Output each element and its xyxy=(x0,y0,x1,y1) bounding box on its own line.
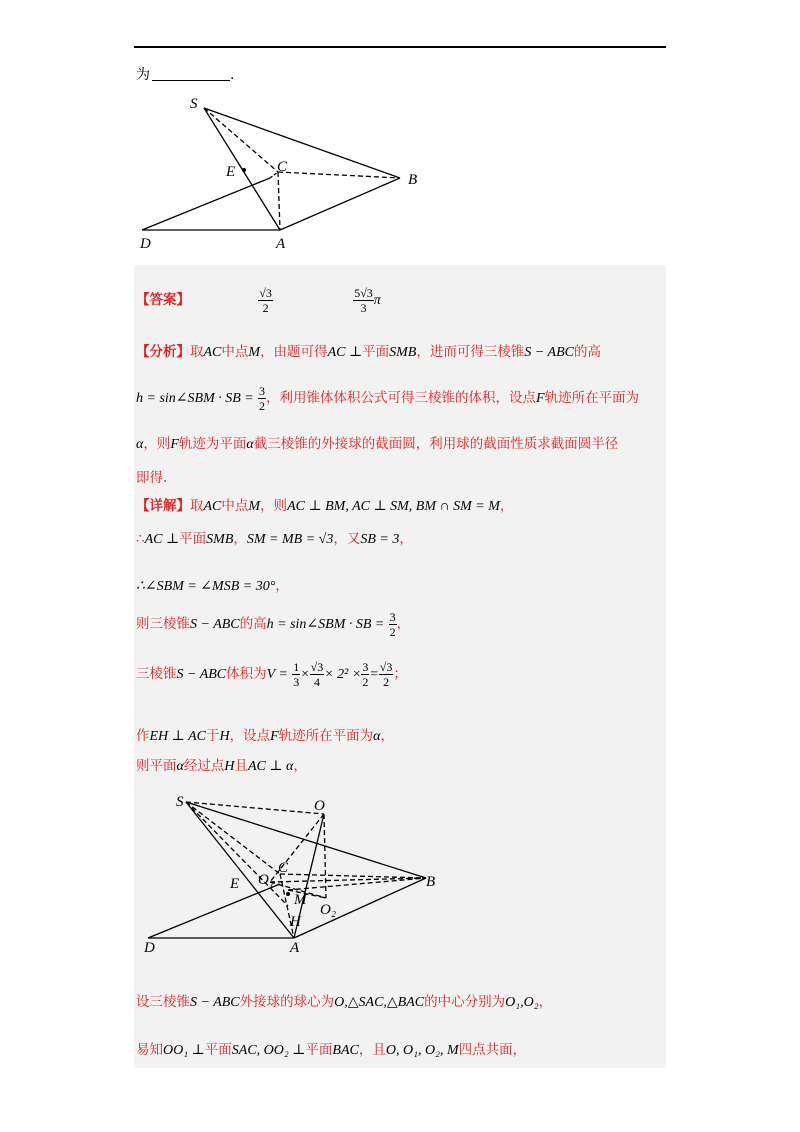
pyramid-figure-1 xyxy=(130,92,430,252)
answer-blank xyxy=(152,66,230,81)
label-C: C xyxy=(278,860,289,876)
label-O: O xyxy=(314,798,325,814)
analysis-line-1: 【分析】取AC中点M，由题可得AC ⊥平面SMB，进而可得三棱锥S − ABC的高 xyxy=(136,344,601,360)
label-S: S xyxy=(190,96,198,112)
label-M: M xyxy=(294,892,307,908)
detail-line-4: 则三棱锥S − ABC的高h = sin∠SBM · SB = $\frac{3}{2}$ ， xyxy=(136,610,411,639)
answer-1: $\frac{√3}{2}$ xyxy=(259,286,272,315)
pyramid-figure-2 xyxy=(130,790,440,960)
detail-line-1: 【详解】取AC中点M，则AC ⊥ BM, AC ⊥ SM, BM ∩ SM = M， xyxy=(136,498,514,514)
analysis-line-4: 即得. xyxy=(136,470,168,486)
detail-line-7: 则平面α经过点H且AC ⊥ α， xyxy=(136,758,307,774)
label-H: H xyxy=(290,914,301,930)
answer-2: $\frac{5√3}{3}$ xyxy=(354,286,373,315)
analysis-line-2: h = sin∠SBM · SB = $\frac{3}{2}$ ，利用锥体体积公式可得三棱锥的体积，设点F轨迹所在平面为 xyxy=(136,384,640,413)
detail-line-8: 设三棱锥S − ABC外接球的球心为O,△SAC,△BAC的中心分别为O₁,O₂， xyxy=(136,994,553,1010)
label-O2: O₂ xyxy=(320,902,337,918)
top-rule xyxy=(134,46,666,48)
detail-line-9: 易知OO₁ ⊥平面SAC, OO₂ ⊥平面BAC，且O, O₁, O₂, M四点共面， xyxy=(136,1042,527,1058)
label-O1: O₁ xyxy=(258,872,275,888)
analysis-line-3: α，则F轨迹为平面α截三棱锥的外接球的截面圆，利用球的截面性质求截面圆半径 xyxy=(136,436,619,452)
detail-line-6: 作EH ⊥ AC于H，设点F轨迹所在平面为α， xyxy=(136,728,395,744)
label-A: A xyxy=(290,940,300,956)
label-S: S xyxy=(176,794,184,810)
label-D: D xyxy=(144,940,155,956)
detail-line-5: 三棱锥S − ABC体积为V = $\frac{1}{3}$ × $\frac{√3}{4}$ × 2² × $\frac{3}{2}$ = $\frac{√3}{2}$ ； xyxy=(136,660,407,689)
label-E: E xyxy=(230,876,240,892)
label-E: E xyxy=(226,164,236,180)
label-B: B xyxy=(408,172,418,188)
answer-line: 【答案】 $\frac{√3}{2}$ $\frac{5√3}{3}$ π xyxy=(136,286,381,315)
detail-line-3: ∴∠SBM = ∠MSB = 30°， xyxy=(136,578,289,594)
label-A: A xyxy=(276,236,286,252)
question-tail: 为 . xyxy=(136,67,235,83)
label-D: D xyxy=(140,236,151,252)
label-B: B xyxy=(426,874,436,890)
detail-line-2: ∴AC ⊥平面SMB，SM = MB = √3，又SB = 3， xyxy=(136,531,413,547)
label-C: C xyxy=(277,159,288,175)
